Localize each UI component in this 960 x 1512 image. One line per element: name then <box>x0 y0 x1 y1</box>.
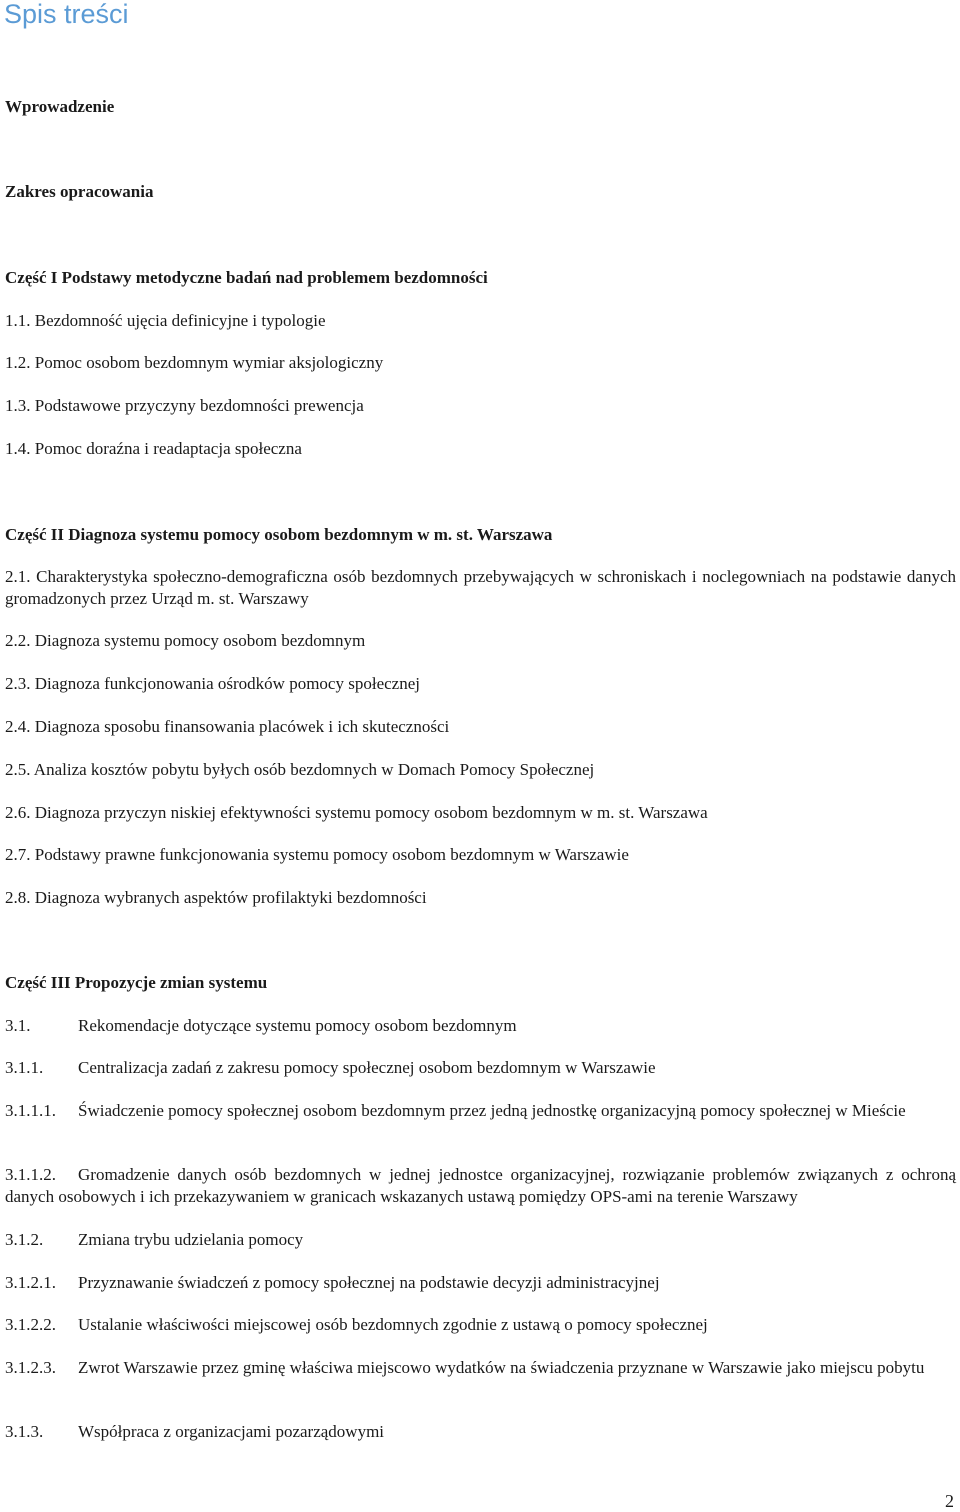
toc-entry-number: 3.1. <box>5 1016 31 1035</box>
page-number: 2 <box>945 1491 954 1511</box>
toc-entry-1-3: 1.3. Podstawowe przyczyny bezdomności prewencja <box>5 396 364 415</box>
toc-entry-3-1-3 <box>5 1421 956 1443</box>
toc-entry-2-3: 2.3. Diagnoza funkcjonowania ośrodków pomocy społecznej <box>5 674 420 693</box>
toc-entry-number: 3.1.2.1. <box>5 1273 56 1292</box>
toc-entry-part-1: Część I Podstawy metodyczne badań nad problemem bezdomności <box>5 268 488 287</box>
toc-entry-3-1 <box>5 1015 956 1037</box>
toc-entry-2-2: 2.2. Diagnoza systemu pomocy osobom bezdomnym <box>5 631 366 650</box>
toc-entry-number: 3.1.2.3. <box>5 1358 56 1377</box>
toc-entry-text: Centralizacja zadań z zakresu pomocy społecznej osobom bezdomnym w Warszawie <box>78 1058 656 1077</box>
toc-entry-1-4: 1.4. Pomoc doraźna i readaptacja społeczna <box>5 439 302 458</box>
toc-entry-3-1-1-2 <box>5 1164 956 1208</box>
toc-entry-number: 3.1.2. <box>5 1230 44 1249</box>
toc-entry-2-4: 2.4. Diagnoza sposobu finansowania placówek i ich skuteczności <box>5 717 450 736</box>
toc-entry-1-1: 1.1. Bezdomność ujęcia definicyjne i typologie <box>5 311 326 330</box>
toc-entry-number: 3.1.1. <box>5 1058 44 1077</box>
toc-entry-text: Gromadzenie danych osób bezdomnych w jednej jednostce organizacyjnej, rozwiązanie problemów związanych z ochroną danych osobowych i ich przekazywaniem w granicach wskazanych ustawą pomiędzy OPS-ami na terenie Warszawy <box>5 1165 956 1206</box>
toc-entry-2-6: 2.6. Diagnoza przyczyn niskiej efektywności systemu pomocy osobom bezdomnym w m. st. Warszawa <box>5 803 708 822</box>
toc-entry-text: Przyznawanie świadczeń z pomocy społecznej na podstawie decyzji administracyjnej <box>78 1273 660 1292</box>
toc-entry-number: 3.1.1.2. <box>5 1165 56 1184</box>
toc-entry-2-8: 2.8. Diagnoza wybranych aspektów profilaktyki bezdomności <box>5 888 427 907</box>
toc-entry-scope: Zakres opracowania <box>5 182 154 201</box>
toc-entry-number: 3.1.2.2. <box>5 1315 56 1334</box>
toc-entry-number: 3.1.3. <box>5 1422 44 1441</box>
toc-entry-3-1-2-2 <box>5 1314 956 1336</box>
toc-entry-3-1-2-1 <box>5 1272 956 1294</box>
toc-entry-text: Ustalanie właściwości miejscowej osób bezdomnych zgodnie z ustawą o pomocy społecznej <box>78 1315 708 1334</box>
toc-entry-3-1-2 <box>5 1229 956 1251</box>
toc-entry-part-3: Część III Propozycje zmian systemu <box>5 973 268 992</box>
toc-entry-1-2: 1.2. Pomoc osobom bezdomnym wymiar aksjologiczny <box>5 353 384 372</box>
toc-entry-introduction: Wprowadzenie <box>5 97 115 116</box>
toc-entry-3-1-2-3 <box>5 1357 956 1379</box>
toc-entry-2-7: 2.7. Podstawy prawne funkcjonowania systemu pomocy osobom bezdomnym w Warszawie <box>5 845 629 864</box>
toc-entry-3-1-1 <box>5 1057 956 1079</box>
toc-entry-part-2: Część II Diagnoza systemu pomocy osobom bezdomnym w m. st. Warszawa <box>5 525 553 544</box>
toc-entry-3-1-1-1 <box>5 1100 956 1122</box>
page-title: Spis treści <box>4 0 129 29</box>
toc-entry-text: Zwrot Warszawie przez gminę właściwa miejscowo wydatków na świadczenia przyznane w Warszawie jako miejscu pobytu <box>78 1358 925 1377</box>
toc-entry-2-5: 2.5. Analiza kosztów pobytu byłych osób bezdomnych w Domach Pomocy Społecznej <box>5 760 595 779</box>
toc-entry-text: Zmiana trybu udzielania pomocy <box>78 1230 304 1249</box>
toc-entry-2-1: 2.1. Charakterystyka społeczno-demograficzna osób bezdomnych przebywających w schroniskach i noclegowniach na podstawie danych gromadzonych przez Urząd m. st. Warszawy <box>5 567 956 608</box>
toc-entry-text: Rekomendacje dotyczące systemu pomocy osobom bezdomnym <box>78 1016 517 1035</box>
toc-entry-text: Świadczenie pomocy społecznej osobom bezdomnym przez jedną jednostkę organizacyjną pomocy społecznej w Mieście <box>78 1101 906 1120</box>
toc-entry-number: 3.1.1.1. <box>5 1101 56 1120</box>
toc-entry-text: Współpraca z organizacjami pozarządowymi <box>78 1422 385 1441</box>
